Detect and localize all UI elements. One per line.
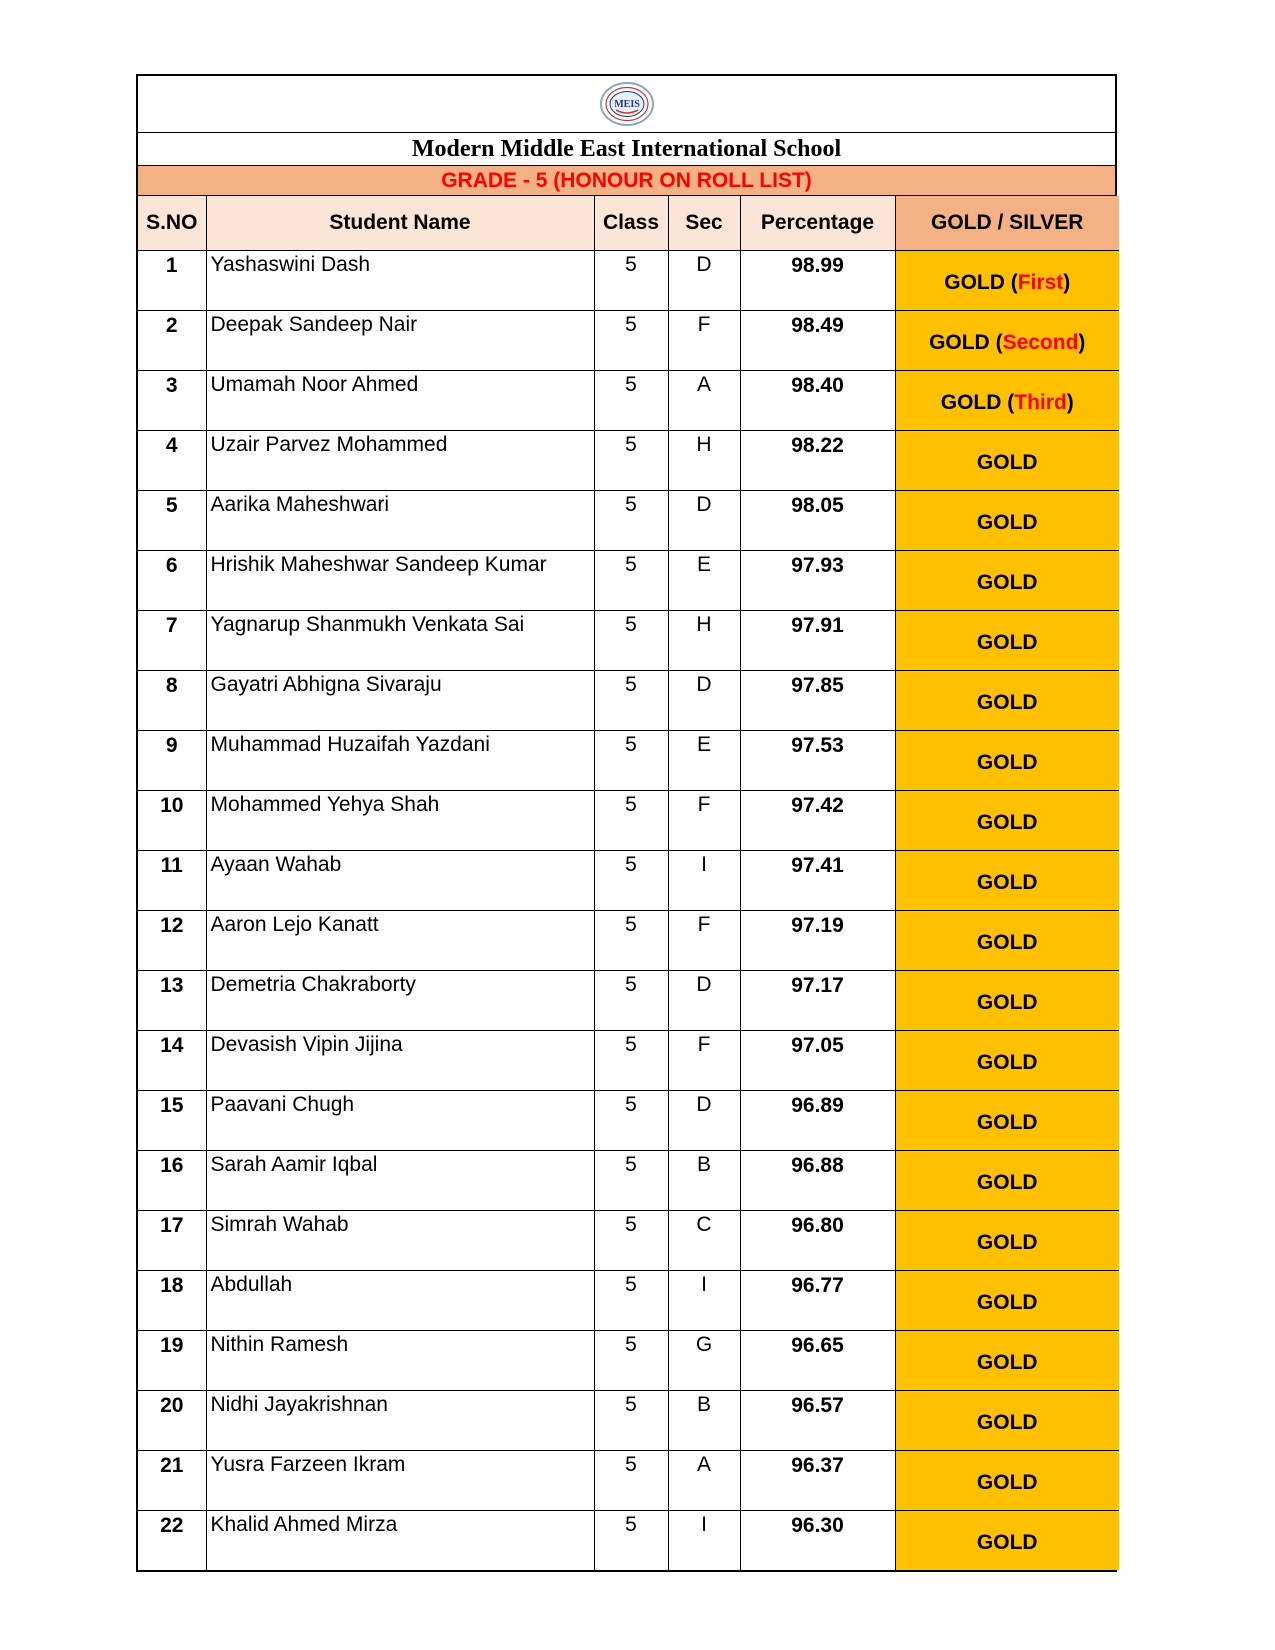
award-cell [895,431,1119,491]
sno-cell: 22 [138,1511,206,1571]
award-label: GOLD [976,690,1038,714]
sno-cell: 1 [138,251,206,311]
award-label: GOLD [976,450,1038,474]
school-name: Modern Middle East International School [138,133,1115,166]
award-cell [895,671,1119,731]
percentage-cell: 97.93 [740,551,895,611]
percentage-cell: 96.80 [740,1211,895,1271]
award-label: GOLD [944,270,1005,294]
section-cell: A [668,1451,740,1511]
table-row [138,1451,1119,1511]
award-cell [895,1151,1119,1211]
table-row [138,851,1119,911]
section-cell: I [668,851,740,911]
award-label: GOLD [976,1110,1038,1134]
table-row [138,1211,1119,1271]
honour-roll-sheet [136,74,1117,1572]
table-row [138,1391,1119,1451]
percentage-cell: 97.91 [740,611,895,671]
class-cell: 5 [594,551,668,611]
award-cell [895,1271,1119,1331]
class-cell: 5 [594,1451,668,1511]
table-row [138,491,1119,551]
award-label: GOLD [976,570,1038,594]
sno-cell: 12 [138,911,206,971]
award-cell [895,611,1119,671]
award-cell [895,731,1119,791]
table-row [138,1271,1119,1331]
section-cell: I [668,1511,740,1571]
table-row [138,1331,1119,1391]
table-row [138,1031,1119,1091]
student-name-cell: Gayatri Abhigna Sivaraju [206,671,594,731]
rank-label: First [1017,270,1064,294]
award-cell [895,1211,1119,1271]
section-cell: D [668,671,740,731]
class-cell: 5 [594,1331,668,1391]
award-label: GOLD [976,1470,1038,1494]
percentage-cell: 97.85 [740,671,895,731]
class-cell: 5 [594,251,668,311]
percentage-cell: 97.42 [740,791,895,851]
section-cell: F [668,1031,740,1091]
student-name-cell: Uzair Parvez Mohammed [206,431,594,491]
sno-cell: 11 [138,851,206,911]
table-row [138,551,1119,611]
class-cell: 5 [594,491,668,551]
sno-cell: 21 [138,1451,206,1511]
section-cell: H [668,611,740,671]
section-cell: F [668,311,740,371]
award-label: GOLD [976,1170,1038,1194]
section-cell: I [668,1271,740,1331]
student-name-cell: Yagnarup Shanmukh Venkata Sai [206,611,594,671]
student-name-cell: Hrishik Maheshwar Sandeep Kumar [206,551,594,611]
section-cell: E [668,731,740,791]
award-label: GOLD [976,510,1038,534]
table-row [138,791,1119,851]
award-cell [895,551,1119,611]
sno-cell: 16 [138,1151,206,1211]
award-cell: GOLD (Third) [895,371,1119,431]
sno-cell: 19 [138,1331,206,1391]
sno-cell: 4 [138,431,206,491]
table-row [138,611,1119,671]
table-row [138,371,1119,431]
student-name-cell: Yashaswini Dash [206,251,594,311]
award-label: GOLD [976,990,1038,1014]
student-name-cell: Umamah Noor Ahmed [206,371,594,431]
class-cell: 5 [594,731,668,791]
col-header-sec: Sec [668,196,740,251]
section-cell: D [668,491,740,551]
student-name-cell: Deepak Sandeep Nair [206,311,594,371]
table-row [138,1511,1119,1571]
percentage-cell: 96.30 [740,1511,895,1571]
student-name-cell: Demetria Chakraborty [206,971,594,1031]
student-name-cell: Mohammed Yehya Shah [206,791,594,851]
sno-cell: 3 [138,371,206,431]
table-body [138,251,1119,1571]
student-name-cell: Nithin Ramesh [206,1331,594,1391]
class-cell: 5 [594,1511,668,1571]
honour-roll-table [138,196,1119,1570]
class-cell: 5 [594,311,668,371]
list-title: GRADE - 5 (HONOUR ON ROLL LIST) [138,166,1115,196]
section-cell: F [668,791,740,851]
student-name-cell: Sarah Aamir Iqbal [206,1151,594,1211]
sno-cell: 15 [138,1091,206,1151]
table-row [138,431,1119,491]
sno-cell: 13 [138,971,206,1031]
student-name-cell: Ayaan Wahab [206,851,594,911]
award-cell [895,1091,1119,1151]
section-cell: D [668,251,740,311]
sno-cell: 7 [138,611,206,671]
table-row [138,1151,1119,1211]
award-label: GOLD [976,750,1038,774]
logo-row [138,76,1115,133]
class-cell: 5 [594,1091,668,1151]
award-label: GOLD [976,1530,1038,1554]
percentage-cell: 96.57 [740,1391,895,1451]
class-cell: 5 [594,371,668,431]
percentage-cell: 97.05 [740,1031,895,1091]
rank-label: Third [1014,390,1067,414]
student-name-cell: Khalid Ahmed Mirza [206,1511,594,1571]
rank-label: Second [1002,330,1079,354]
award-cell [895,911,1119,971]
section-cell: C [668,1211,740,1271]
percentage-cell: 96.77 [740,1271,895,1331]
class-cell: 5 [594,1391,668,1451]
table-row [138,731,1119,791]
percentage-cell: 97.19 [740,911,895,971]
percentage-cell: 96.65 [740,1331,895,1391]
award-cell [895,1031,1119,1091]
class-cell: 5 [594,911,668,971]
student-name-cell: Nidhi Jayakrishnan [206,1391,594,1451]
award-cell [895,1451,1119,1511]
sno-cell: 17 [138,1211,206,1271]
award-label: GOLD [976,1410,1038,1434]
award-cell [895,971,1119,1031]
percentage-cell: 98.99 [740,251,895,311]
class-cell: 5 [594,971,668,1031]
percentage-cell: 98.40 [740,371,895,431]
section-cell: B [668,1151,740,1211]
student-name-cell: Simrah Wahab [206,1211,594,1271]
class-cell: 5 [594,1151,668,1211]
sno-cell: 20 [138,1391,206,1451]
sno-cell: 2 [138,311,206,371]
award-label: GOLD [976,1230,1038,1254]
header-row [138,196,1119,251]
award-label: GOLD [976,630,1038,654]
section-cell: D [668,1091,740,1151]
class-cell: 5 [594,851,668,911]
award-cell: GOLD (First) [895,251,1119,311]
award-cell [895,851,1119,911]
award-cell [895,1391,1119,1451]
sno-cell: 9 [138,731,206,791]
award-label: GOLD [976,870,1038,894]
award-label: GOLD [976,1350,1038,1374]
section-cell: D [668,971,740,1031]
student-name-cell: Aarika Maheshwari [206,491,594,551]
percentage-cell: 96.88 [740,1151,895,1211]
section-cell: G [668,1331,740,1391]
sno-cell: 5 [138,491,206,551]
col-header-name: Student Name [206,196,594,251]
table-row [138,671,1119,731]
table-row [138,911,1119,971]
percentage-cell: 96.89 [740,1091,895,1151]
award-cell [895,791,1119,851]
student-name-cell: Muhammad Huzaifah Yazdani [206,731,594,791]
award-cell [895,1331,1119,1391]
table-row [138,251,1119,311]
percentage-cell: 97.53 [740,731,895,791]
student-name-cell: Yusra Farzeen Ikram [206,1451,594,1511]
col-header-award: GOLD / SILVER [895,196,1119,251]
section-cell: E [668,551,740,611]
section-cell: H [668,431,740,491]
sno-cell: 6 [138,551,206,611]
student-name-cell: Paavani Chugh [206,1091,594,1151]
award-label: GOLD [929,330,990,354]
class-cell: 5 [594,671,668,731]
col-header-percentage: Percentage [740,196,895,251]
table-row [138,311,1119,371]
table-row [138,1091,1119,1151]
table-row [138,971,1119,1031]
sno-cell: 18 [138,1271,206,1331]
school-logo [598,80,656,128]
logo-text: MEIS [613,99,640,110]
percentage-cell: 98.05 [740,491,895,551]
col-header-class: Class [594,196,668,251]
award-label: GOLD [976,1050,1038,1074]
student-name-cell: Abdullah [206,1271,594,1331]
percentage-cell: 97.17 [740,971,895,1031]
award-label: GOLD [976,1290,1038,1314]
student-name-cell: Aaron Lejo Kanatt [206,911,594,971]
section-cell: A [668,371,740,431]
award-cell [895,491,1119,551]
class-cell: 5 [594,611,668,671]
class-cell: 5 [594,1271,668,1331]
award-cell [895,1511,1119,1571]
percentage-cell: 96.37 [740,1451,895,1511]
award-label: GOLD [940,390,1002,414]
award-label: GOLD [976,930,1038,954]
award-label: GOLD [976,810,1038,834]
sno-cell: 8 [138,671,206,731]
section-cell: F [668,911,740,971]
class-cell: 5 [594,431,668,491]
sno-cell: 10 [138,791,206,851]
percentage-cell: 98.49 [740,311,895,371]
class-cell: 5 [594,791,668,851]
percentage-cell: 97.41 [740,851,895,911]
section-cell: B [668,1391,740,1451]
class-cell: 5 [594,1031,668,1091]
award-cell: GOLD (Second) [895,311,1119,371]
class-cell: 5 [594,1211,668,1271]
col-header-sno: S.NO [138,196,206,251]
sno-cell: 14 [138,1031,206,1091]
percentage-cell: 98.22 [740,431,895,491]
student-name-cell: Devasish Vipin Jijina [206,1031,594,1091]
